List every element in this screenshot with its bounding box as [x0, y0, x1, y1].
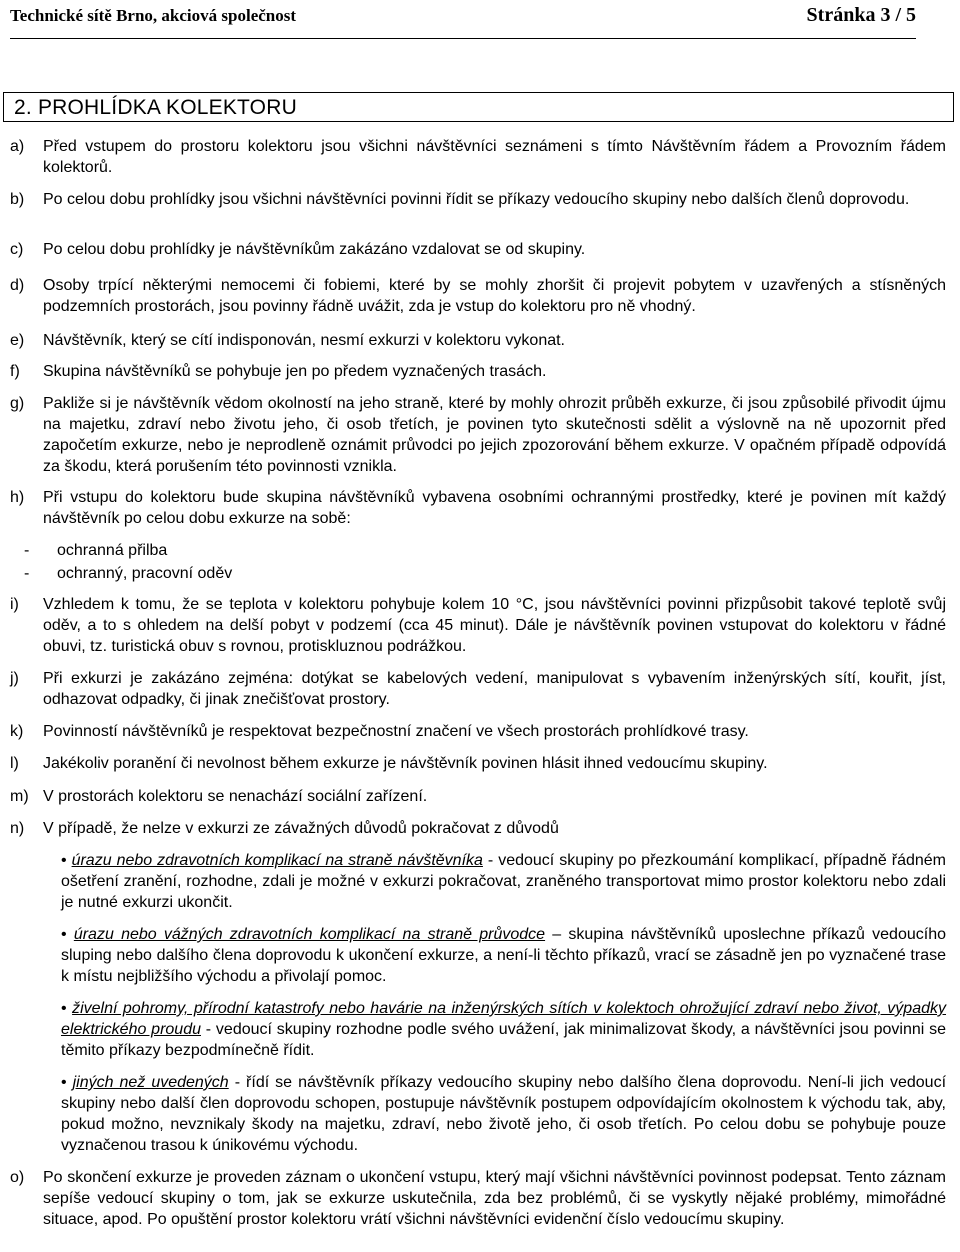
rule-l — [10, 753, 946, 774]
bullet-lead: úrazu nebo zdravotních komplikací na straně návštěvníka — [71, 852, 483, 869]
rule-label: m) — [10, 788, 29, 805]
rule-c — [10, 239, 946, 260]
n-bullet-item — [61, 850, 946, 913]
rule-text: Jakékoliv poranění či nevolnost během exkurze je návštěvník povinen hlásit ihned vedoucímu skupiny. — [43, 755, 768, 772]
rule-text: Po celou dobu prohlídky jsou všichni návštěvníci povinni řídit se příkazy vedoucího skupiny nebo dalších členů doprovodu. — [43, 191, 910, 208]
bullet-lead: jiných než uvedených — [72, 1074, 229, 1091]
page-header — [10, 6, 916, 32]
rule-j — [10, 668, 946, 710]
page-number: Stránka 3 / 5 — [806, 4, 916, 26]
rule-n — [10, 818, 946, 839]
n-bullet-item — [61, 924, 946, 987]
rule-label: e) — [10, 332, 25, 349]
bullet-text: - řídí se návštěvník příkazy vedoucího skupiny nebo dalšího člena doprovodu. Není-li jich vedoucí skupiny nebo další člen doprovodu schopen, postupuje návštěvník postupem odpovídajícím okolnostem k východu tak, aby, pokud možno, nevznikaly škody na majetku, zdraví, nebo životě jeho, či osob třetích. Po celou dobu se pohybuje pouze vyznačenou trasou k únikovému východu. — [61, 1074, 947, 1154]
rule-text: Návštěvník, který se cítí indisponován, nesmí exkurzi v kolektoru vykonat. — [43, 332, 565, 349]
equipment-text: ochranná přilba — [57, 542, 168, 559]
rule-text: Při exkurzi je zakázáno zejména: dotýkat se kabelových vedení, manipulovat s vybavením inženýrských sítí, kouřit, jíst, odhazovat odpadky, či jinak znečišťovat prostory. — [43, 670, 946, 708]
rule-text: Skupina návštěvníků se pohybuje jen po předem vyznačených trasách. — [43, 363, 547, 380]
equipment-text: ochranný, pracovní oděv — [57, 565, 233, 582]
rule-text: V prostorách kolektoru se nenachází sociální zařízení. — [43, 788, 428, 805]
bullet-mark: • — [61, 1074, 73, 1091]
bullet-lead: živelní pohromy, přírodní katastrofy nebo havárie na inženýrských sítích v kolektoch ohrožující zdraví nebo život, výpadky elektrického proudu — [61, 1000, 947, 1038]
header-divider — [10, 38, 916, 39]
list-dash: - — [24, 542, 30, 559]
rule-label: d) — [10, 277, 25, 294]
rule-label: b) — [10, 191, 25, 208]
rule-label: j) — [10, 670, 19, 687]
rule-label: h) — [10, 489, 25, 506]
rule-text: Vzhledem k tomu, že se teplota v kolektoru pohybuje kolem 10 °C, jsou návštěvníci povinni přizpůsobit takové teplotě svůj oděv, a to s ohledem na delší pobyt v podzemí (cca 45 minut). Dále je návštěvník povinen vstupovat do kolektoru v řádné obuvi, tz. turistická obuv s rovnou, protiskluznou podrážkou. — [43, 596, 946, 655]
rule-i — [10, 594, 946, 657]
rule-label: g) — [10, 395, 25, 412]
rule-label: f) — [10, 363, 20, 380]
rule-e — [10, 330, 946, 351]
bullet-mark: • — [61, 852, 72, 869]
rule-o — [10, 1167, 946, 1230]
section-heading-box — [3, 92, 954, 122]
rule-label: a) — [10, 138, 25, 155]
rule-label: o) — [10, 1169, 25, 1186]
rule-text: Před vstupem do prostoru kolektoru jsou všichni návštěvníci seznámeni s tímto Návštěvním řádem a Provozním řádem kolektorů. — [43, 138, 946, 176]
bullet-text: - vedoucí skupiny rozhodne podle svého uvážení, jak minimalizovat škody, a návštěvníci jsou povinni se těmito příkazy bezpodmínečně řídit. — [61, 1021, 947, 1059]
bullet-mark: • — [61, 1000, 73, 1017]
bullet-lead: úrazu nebo vážných zdravotních komplikací na straně průvodce — [73, 926, 546, 943]
rule-f — [10, 361, 946, 382]
rule-m — [10, 786, 946, 807]
rule-label: l) — [10, 755, 19, 772]
rule-text: Pakliže si je návštěvník vědom okolností na jeho straně, které by mohly ohrozit průběh exkurze, či jsou způsobilé přivodit újmu na majetku, zdraví nebo životu jeho, či osob třetích, je povinen tyto skutečnosti sdělit a výslovně na ně upozornit před započetím exkurze, nebo je neprodleně oznámit průvodci po jejich zpozorování během exkurze. V opačném případě odpovídá za škodu, která porušením této povinnosti vznikla. — [43, 395, 946, 475]
rule-label: n) — [10, 820, 25, 837]
list-dash: - — [24, 565, 30, 582]
bullet-text: - vedoucí skupiny po přezkoumání komplikací, případně řádném ošetření zranění, rozhodne, zdali je možné v exkurzi pokračovat, zraněného transportovat mimo prostor kolektoru nebo zdali je nutné exkurzi ukončit. — [61, 852, 947, 911]
rule-b — [10, 189, 946, 210]
rule-text: Po celou dobu prohlídky je návštěvníkům zakázáno vzdalovat se od skupiny. — [43, 241, 586, 258]
bullet-mark: • — [61, 926, 74, 943]
section-title: 2. PROHLÍDKA KOLEKTORU — [14, 96, 297, 119]
rule-label: i) — [10, 596, 19, 613]
rule-text: Povinností návštěvníků je respektovat bezpečnostní značení ve všech prostorách prohlídkové trasy. — [43, 723, 749, 740]
rule-text: Po skončení exkurze je proveden záznam o ukončení vstupu, který mají všichni návštěvníci povinnost podepsat. Tento záznam sepíše vedoucí skupiny o tom, jak se exkurze uskutečnila, zda bez problémů, či se vyskytly nějaké problémy, mimořádné situace, apod. Po opuštění prostor kolektoru vrátí všichni návštěvníci evidenční číslo vedoucímu skupiny. — [43, 1169, 946, 1228]
bullet-text: – skupina návštěvníků uposlechne příkazů vedoucího sluping nebo dalšího člena doprovodu k ukončení exkurze, a není-li těchto příkazů, vrací se zásadně jen po vyznačené trase k místu nejbližšího východu a přivolají pomoc. — [61, 926, 946, 985]
rule-text: V případě, že nelze v exkurzi ze závažných důvodů pokračovat z důvodů — [43, 820, 559, 837]
rule-a — [10, 136, 946, 178]
equipment-item — [24, 540, 167, 561]
rule-h — [10, 487, 946, 529]
rule-text: Osoby trpící některými nemocemi či fobiemi, které by se mohly zhoršit či projevit pobytem v uzavřených a stísněných podzemních prostorách, jsou povinny řádně uvážit, zda je vstup do kolektoru pro ně vhodný. — [43, 277, 946, 315]
company-name: Technické sítě Brno, akciová společnost — [10, 6, 297, 25]
equipment-item — [24, 563, 232, 584]
rule-d — [10, 275, 946, 317]
rule-label: c) — [10, 241, 24, 258]
n-bullet-item — [61, 1072, 946, 1156]
rule-g — [10, 393, 946, 477]
rule-text: Při vstupu do kolektoru bude skupina návštěvníků vybavena osobními ochrannými prostředky, které je povinen mít každý návštěvník po celou dobu exkurze na sobě: — [43, 489, 946, 527]
rule-label: k) — [10, 723, 24, 740]
rule-k — [10, 721, 946, 742]
n-bullet-item — [61, 998, 946, 1061]
